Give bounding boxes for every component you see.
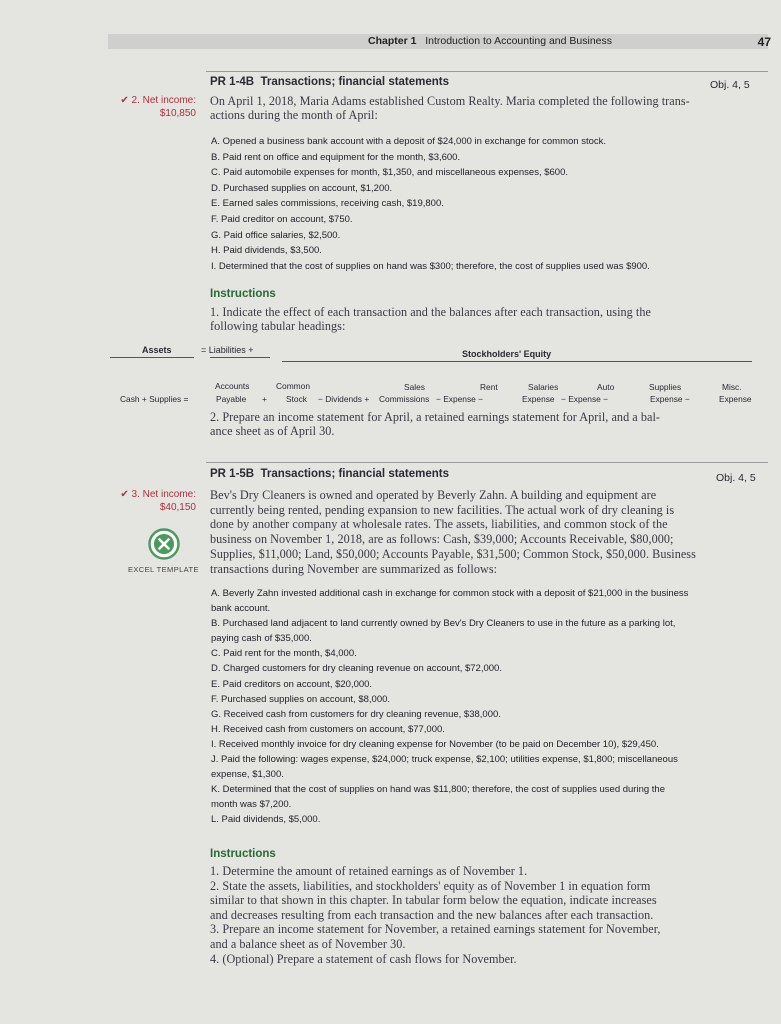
transaction-item: month was $7,200.	[211, 799, 292, 811]
transaction-item: E. Earned sales commissions, receiving cash, $19,800.	[211, 198, 444, 210]
col-payable: Payable	[216, 394, 247, 404]
transaction-item: I. Received monthly invoice for dry cleaning expense for November (to be paid on December 10), $29,450.	[211, 738, 659, 750]
transaction-item: expense, $1,300.	[211, 769, 284, 781]
col-common: Common	[276, 381, 310, 391]
margin-answer-value: $10,850	[159, 108, 196, 119]
problem-code: PR 1-5B	[210, 468, 255, 480]
intro-line: On April 1, 2018, Maria Adams established Custom Realty. Maria completed the following trans-	[210, 94, 690, 108]
assets-heading: Assets	[142, 345, 172, 355]
transaction-item: C. Paid automobile expenses for month, $1,350, and miscellaneous expenses, $600.	[211, 167, 569, 179]
transaction-item: bank account.	[211, 603, 271, 615]
instruction-line: and a balance sheet as of November 30.	[210, 936, 406, 951]
intro-line: Bev's Dry Cleaners is owned and operated by Beverly Zahn. A building and equipment are	[210, 488, 657, 502]
objective-ref: Obj. 4, 5	[710, 79, 750, 91]
instructions-heading: Instructions	[210, 848, 276, 860]
transaction-item: H. Paid dividends, $3,500.	[211, 245, 322, 257]
transaction-item: G. Received cash from customers for dry cleaning revenue, $38,000.	[211, 708, 501, 720]
transaction-item: H. Received cash from customers on account, $77,000.	[211, 723, 445, 735]
liabilities-heading: = Liabilities +	[201, 345, 254, 355]
intro-line: transactions during November are summarized as follows:	[210, 561, 498, 576]
instruction-line: 2. State the assets, liabilities, and stockholders' equity as of November 1 in equation form	[210, 878, 651, 893]
margin-answer-label: ✔ 3. Net income:	[120, 489, 196, 500]
intro-line: actions during the month of April:	[210, 108, 378, 123]
intro-line: Supplies, $11,000; Land, $50,000; Accounts Payable, $31,500; Common Stock, $50,000. Business	[210, 546, 696, 561]
transaction-item: F. Purchased supplies on account, $8,000.	[211, 693, 391, 705]
col-misc-expense: Expense	[719, 394, 752, 404]
problem-intro	[210, 488, 696, 576]
equity-heading: Stockholders' Equity	[462, 349, 552, 359]
instruction-2	[210, 410, 660, 439]
instruction-line: 3. Prepare an income statement for November, a retained earnings statement for November,	[210, 922, 661, 937]
transaction-item: E. Paid creditors on account, $20,000.	[211, 678, 373, 690]
col-commissions: Commissions	[379, 394, 430, 404]
transaction-item: C. Paid rent for the month, $4,000.	[211, 648, 357, 660]
margin-answer-label: ✔ 2. Net income:	[120, 95, 196, 106]
intro-line: currently being rented, pending expansion to new facilities. The actual work of dry cleaning is	[210, 502, 675, 517]
col-rent: Rent	[480, 382, 498, 392]
transaction-item: A. Beverly Zahn invested additional cash in exchange for common stock with a deposit of $21,000 in the business	[211, 588, 689, 599]
instruction-line: 4. (Optional) Prepare a statement of cash flows for November.	[210, 951, 517, 966]
plus-sign: +	[262, 394, 267, 404]
transaction-item: F. Paid creditor on account, $750.	[211, 213, 353, 225]
instructions-heading: Instructions	[210, 288, 276, 300]
problem-intro	[210, 94, 690, 123]
problem-code: PR 1-4B	[210, 76, 255, 88]
col-accounts: Accounts	[215, 381, 250, 391]
chapter-title: Introduction to Accounting and Business	[425, 35, 612, 47]
col-rent-expense: − Expense −	[436, 394, 484, 404]
section-divider	[206, 462, 768, 463]
transaction-item: B. Purchased land adjacent to land currently owned by Bev's Dry Cleaners to use in the future as a parking lot,	[211, 618, 676, 630]
excel-template-icon	[148, 528, 180, 560]
transaction-item: D. Charged customers for dry cleaning revenue on account, $72,000.	[211, 663, 502, 675]
margin-answer-value: $40,150	[159, 502, 196, 513]
col-salaries-expense: Expense	[522, 394, 555, 404]
problem-title-pr15b	[210, 468, 449, 480]
liabilities-underline	[210, 357, 270, 358]
objective-ref: Obj. 4, 5	[716, 472, 756, 484]
transaction-item: D. Purchased supplies on account, $1,200.	[211, 182, 393, 194]
col-dividends: − Dividends +	[318, 394, 370, 404]
excel-x-icon	[148, 528, 180, 560]
instruction-line: 1. Determine the amount of retained earnings as of November 1.	[210, 864, 528, 878]
instruction-1	[210, 305, 651, 334]
transaction-item: B. Paid rent on office and equipment for the month, $3,600.	[211, 151, 461, 163]
problem-heading: Transactions; financial statements	[260, 468, 450, 480]
problem-title-pr14b	[210, 76, 449, 88]
instruction-line: and decreases resulting from each transaction and the new balances after each transaction.	[210, 907, 654, 922]
row-cash-supplies: Cash + Supplies =	[120, 394, 189, 404]
page-number: 47	[757, 35, 771, 49]
col-sales: Sales	[404, 382, 425, 392]
transaction-item: A. Opened a business bank account with a deposit of $24,000 in exchange for common stock.	[211, 136, 607, 147]
chapter-label: Chapter 1	[368, 35, 417, 47]
assets-underline	[110, 357, 194, 358]
col-supplies-expense: Expense −	[650, 394, 690, 404]
intro-line: business on November 1, 2018, are as follows: Cash, $39,000; Accounts Receivable, $80,000;	[210, 532, 674, 547]
transaction-item: I. Determined that the cost of supplies on hand was $300; therefore, the cost of supplies used was $900.	[211, 260, 650, 272]
col-stock: Stock	[286, 394, 307, 404]
equity-underline	[282, 361, 752, 362]
instruction-line: 2. Prepare an income statement for April, a retained earnings statement for April, and a bal-	[210, 410, 661, 424]
transaction-item: K. Determined that the cost of supplies on hand was $11,800; therefore, the cost of supplies used during the	[211, 784, 665, 796]
instruction-line: similar to that shown in this chapter. In tabular form below the equation, indicate increases	[210, 893, 657, 908]
col-auto-expense: − Expense −	[561, 394, 609, 404]
section-divider	[206, 71, 768, 72]
intro-line: done by another company at wholesale rates. The assets, liabilities, and common stock of the	[210, 517, 668, 532]
instructions-list	[210, 864, 660, 966]
problem-heading: Transactions; financial statements	[260, 76, 450, 88]
col-supplies: Supplies	[649, 382, 682, 392]
instruction-line: following tabular headings:	[210, 319, 346, 334]
chapter-header	[368, 35, 612, 47]
transaction-item: J. Paid the following: wages expense, $24,000; truck expense, $2,100; utilities expense, $1,800; miscellaneous	[211, 754, 678, 766]
transaction-item: L. Paid dividends, $5,000.	[211, 814, 321, 826]
transaction-item: paying cash of $35,000.	[211, 633, 312, 645]
instruction-line: 1. Indicate the effect of each transaction and the balances after each transaction, using the	[210, 305, 651, 319]
transaction-list	[211, 586, 688, 828]
excel-template-label: EXCEL TEMPLATE	[128, 565, 199, 574]
col-misc: Misc.	[722, 382, 742, 392]
transaction-item: G. Paid office salaries, $2,500.	[211, 229, 341, 241]
col-salaries: Salaries	[528, 382, 559, 392]
col-auto: Auto	[597, 382, 615, 392]
instruction-line: ance sheet as of April 30.	[210, 424, 335, 439]
transaction-list	[211, 134, 650, 274]
